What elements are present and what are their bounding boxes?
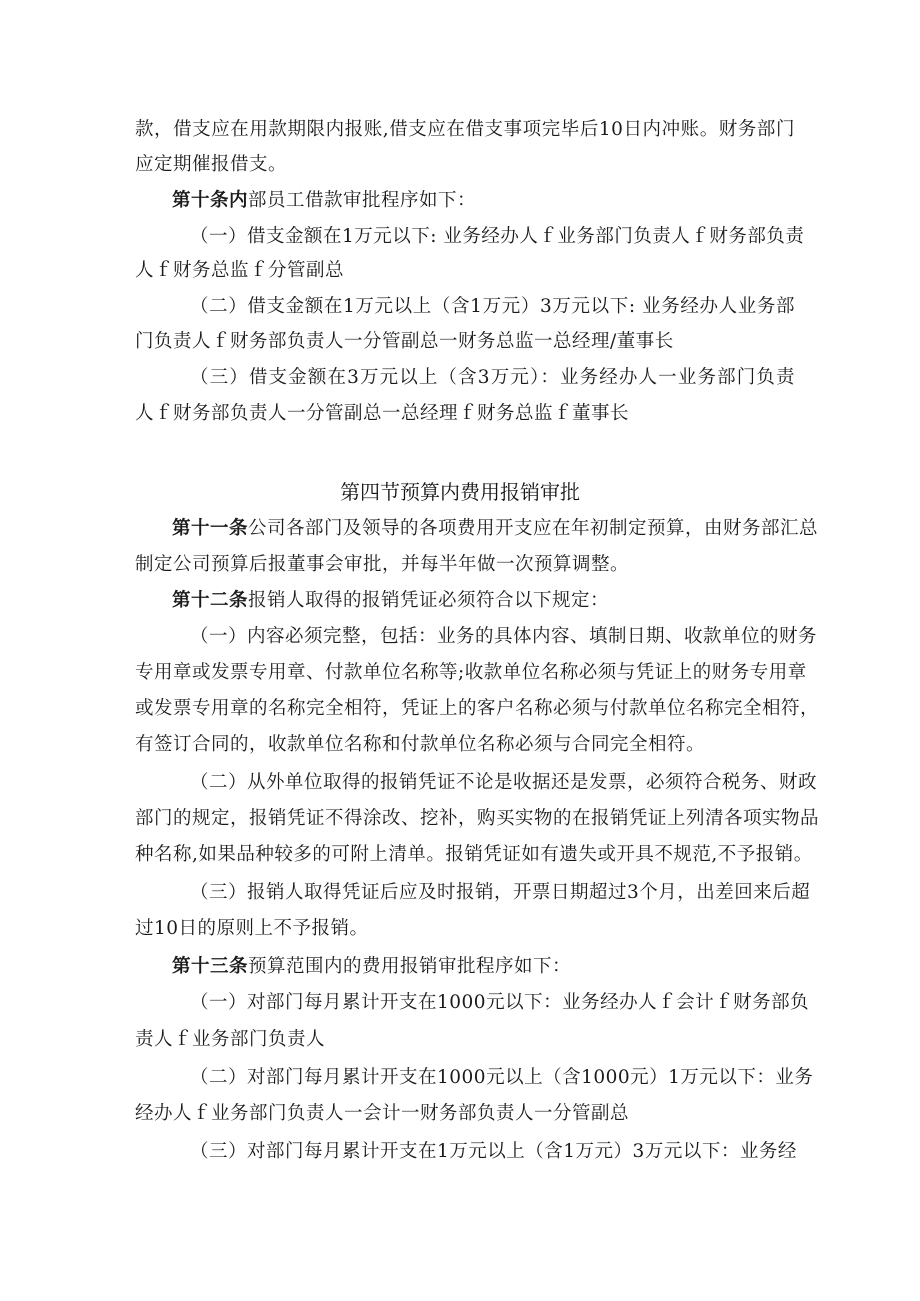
text-line: （二）对部门每月累计开支在1000元以上（含1000元）1万元以下：业务 (190, 1067, 814, 1088)
article-text: 部员工借款审批程序如下： (248, 190, 477, 211)
text-line: 经办人ｆ业务部门负责人一会计一财务部负责人一分管副总 (135, 1103, 630, 1124)
text-line: 或发票专用章的名称完全相符，凭证上的客户名称必须与付款单位名称完全相符， (135, 698, 820, 719)
text-line: （三）报销人取得凭证后应及时报销，开票日期超过3个月，出差回来后超 (190, 882, 811, 903)
text-line: （二）借支金额在1万元以上（含1万元）3万元以下: 业务经办人业务部 (190, 296, 795, 317)
article-label: 第十三条 (172, 956, 249, 977)
article-text: 报销人取得的报销凭证必须符合以下规定： (248, 590, 610, 611)
text-line: 应定期催报借支。 (135, 154, 288, 175)
article-label: 第十条内 (172, 190, 249, 211)
text-line: （一）借支金额在1万元以下: 业务经办人ｆ业务部门负责人ｆ财务部负责 (190, 226, 805, 247)
article-text: 公司各部门及领导的各项费用开支应在年初制定预算，由财务部汇总 (248, 518, 819, 539)
text-line: 门负责人ｆ财务部负责人一分管副总一财务总监一总经理/董事长 (135, 331, 674, 352)
text-line: （一）对部门每月累计开支在1000元以下：业务经办人ｆ会计ｆ财务部负 (190, 992, 810, 1013)
text-line: （一）内容必须完整，包括：业务的具体内容、填制日期、收款单位的财务 (190, 626, 818, 647)
article-text: 预算范围内的费用报销审批程序如下： (248, 956, 572, 977)
text-line: 款，借支应在用款期限内报账,借支应在借支事项完毕后10日内冲账。财务部门 (135, 119, 795, 140)
text-line: （三）借支金额在3万元以上（含3万元）：业务经办人一业务部门负责 (190, 367, 795, 388)
text-line: 制定公司预算后报董事会审批，并每半年做一次预算调整。 (135, 554, 630, 575)
text-line: 人ｆ财务部负责人一分管副总一总经理ｆ财务总监ｆ董事长 (135, 403, 630, 424)
text-line: 责人ｆ业务部门负责人 (135, 1029, 326, 1050)
text-line: 种名称,如果品种较多的可附上清单。报销凭证如有遗失或开具不规范,不予报销。 (135, 844, 813, 865)
text-line: （二）从外单位取得的报销凭证不论是收据还是发票，必须符合税务、财政 (190, 772, 818, 793)
text-line: 部门的规定，报销凭证不得涂改、挖补，购买实物的在报销凭证上列清各项实物品 (135, 808, 820, 829)
text-line: 过10日的原则上不予报销。 (135, 918, 369, 939)
text-line: （三）对部门每月累计开支在1万元以上（含1万元）3万元以下：业务经 (190, 1141, 797, 1162)
section-heading: 第四节预算内费用报销审批 (340, 480, 580, 504)
article-label: 第十一条 (172, 518, 249, 539)
article-label: 第十二条 (172, 590, 249, 611)
article-line (172, 188, 795, 214)
text-line: 专用章或发票专用章、付款单位名称等;收款单位名称必须与凭证上的财务专用章 (135, 662, 807, 683)
text-line: 有签订合同的，收款单位名称和付款单位名称必须与合同完全相符。 (135, 734, 706, 755)
article-line (172, 516, 819, 542)
article-line (172, 954, 795, 980)
article-line (172, 588, 795, 614)
text-line: 人ｆ财务总监ｆ分管副总 (135, 260, 345, 281)
